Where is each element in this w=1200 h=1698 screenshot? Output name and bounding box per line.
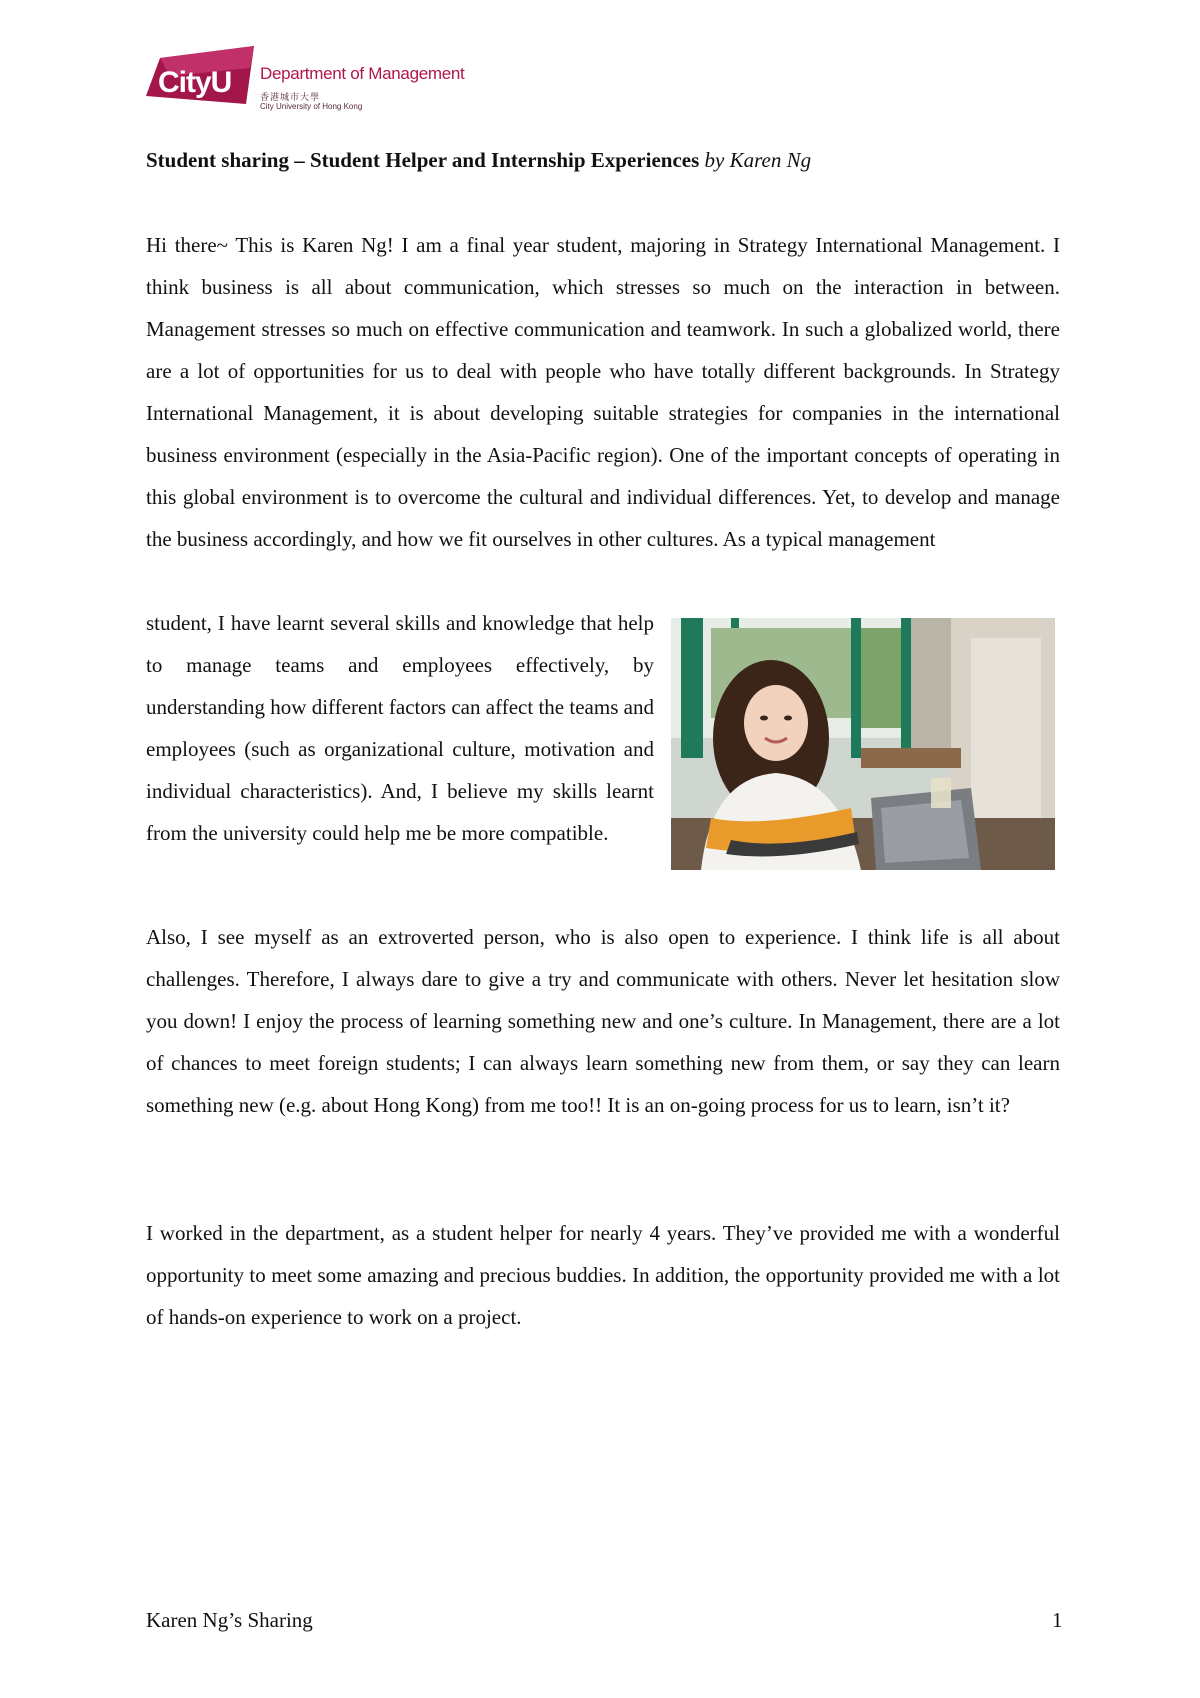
paragraph-intro: Hi there~ This is Karen Ng! I am a final year student, majoring in Strategy International Management. I think business is all about communication, which stresses so much on the interaction in between. Management stresses so much on effective communication and teamwork. In such a globalized world, there are a lot of opportunities for us to deal with people who have totally different backgrounds. In Strategy International Management, it is about developing suitable strategies for companies in the international business environment (especially in the Asia-Pacific region). One of the important concepts of operating in this global environment is to overcome the cultural and individual differences. Yet, to develop and manage the business accordingly, and how we fit ourselves in other cultures. As a typical management xyxy=(146,233,1060,551)
page-number: 1 xyxy=(1052,1608,1063,1632)
footer-title: Karen Ng’s Sharing xyxy=(146,1608,313,1632)
paragraph-student-helper: I worked in the department, as a student helper for nearly 4 years. They’ve provided me with a wonderful opportunity to meet some amazing and precious buddies. In addition, the opportunity provided me with a lot of hands-on experience to work on a project. xyxy=(146,1221,1060,1329)
university-chinese-name: 香港城市大學 xyxy=(260,93,321,103)
paragraph-intro-continued: student, I have learnt several skills and knowledge that help to manage teams and employees effectively, by understanding how different factors can affect the teams and employees (such as organizational culture, motivation and individual characteristics). And, I believe my skills learnt from the university could help me be more compatible. xyxy=(146,611,654,845)
university-english-name: City University of Hong Kong xyxy=(260,102,363,111)
student-photo xyxy=(671,618,1055,870)
title-main: Student sharing – Student Helper and Internship Experiences xyxy=(146,148,700,172)
page-title xyxy=(146,146,1066,174)
title-author: by Karen Ng xyxy=(699,148,812,172)
logo-mark-text: CityU xyxy=(158,66,232,99)
department-logo xyxy=(146,46,486,122)
photo-illustration xyxy=(671,618,1055,870)
department-name: Department of Management xyxy=(260,64,465,83)
paragraph-personality: Also, I see myself as an extroverted person, who is also open to experience. I think life is all about challenges. Therefore, I always dare to give a try and communicate with others. Never let hesitation slow you down! I enjoy the process of learning something new and one’s culture. In Management, there are a lot of chances to meet foreign students; I can always learn something new from them, or say they can learn something new (e.g. about Hong Kong) from me too!! It is an on-going process for us to learn, isn’t it? xyxy=(146,925,1060,1117)
